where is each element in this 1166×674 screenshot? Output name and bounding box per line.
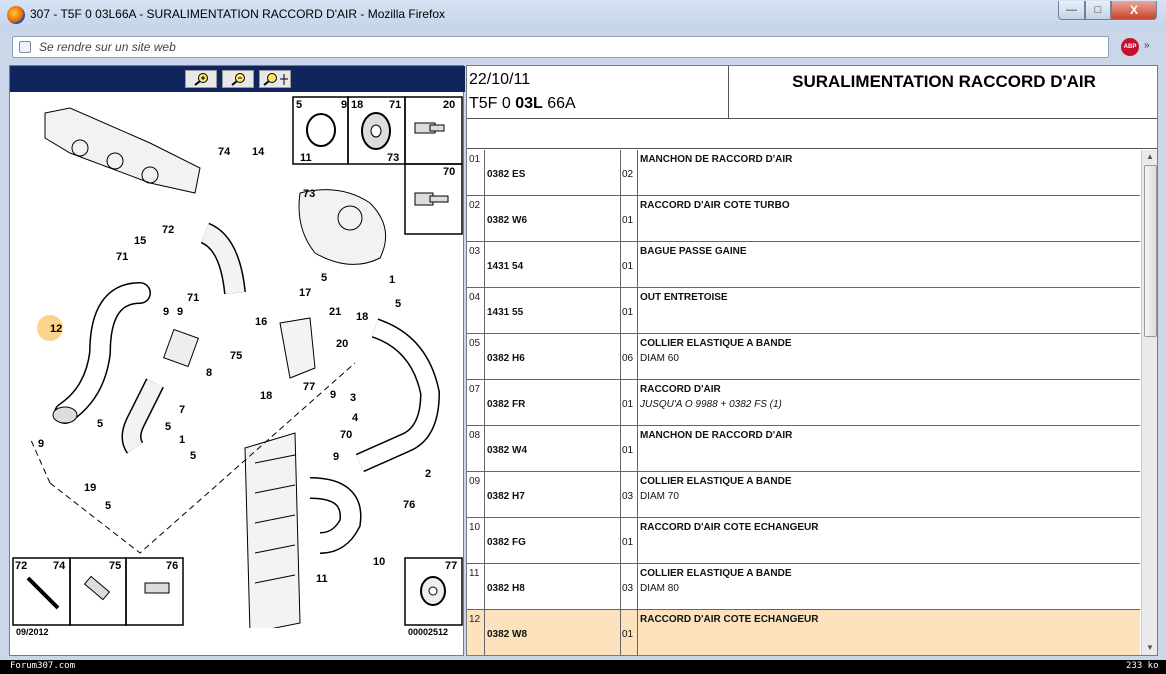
part-reference: 0382 W8 (487, 629, 528, 640)
page-title: SURALIMENTATION RACCORD D'AIR (792, 72, 1096, 91)
callout-label[interactable]: 73 (303, 188, 316, 200)
inset-label: 74 (53, 560, 66, 572)
callout-label[interactable]: 20 (336, 338, 349, 350)
column-divider (637, 242, 638, 288)
callout-label[interactable]: 2 (425, 468, 432, 480)
row-number: 11 (469, 568, 480, 579)
scroll-thumb[interactable] (1144, 165, 1157, 337)
column-divider (484, 518, 485, 564)
column-divider (484, 426, 485, 472)
part-name: MANCHON DE RACCORD D'AIR (640, 430, 793, 441)
column-divider (637, 564, 638, 610)
status-bar (0, 660, 1166, 674)
row-number: 07 (469, 384, 481, 395)
column-divider (637, 610, 638, 656)
inset-label: 73 (387, 152, 400, 164)
row-number: 01 (469, 154, 481, 165)
callout-label[interactable]: 4 (352, 412, 359, 424)
inset-label: 70 (443, 166, 456, 178)
title-bar (0, 0, 1166, 30)
inset-label: 72 (15, 560, 28, 572)
column-divider (484, 472, 485, 518)
inset-label: 18 (351, 99, 364, 111)
firefox-icon (7, 6, 25, 24)
callout-label[interactable]: 1 (389, 274, 396, 286)
zoom-out-button[interactable] (222, 70, 254, 88)
chevron-right-icon[interactable]: » (1144, 40, 1150, 51)
status-right: 233 ko (1126, 661, 1159, 671)
callout-label[interactable]: 5 (105, 500, 112, 512)
callout-label[interactable]: 75 (230, 350, 243, 362)
window-title: 307 - T5F 0 03L66A - SURALIMENTATION RACCORD D'AIR - Mozilla Firefox (30, 7, 446, 21)
callout-label[interactable]: 16 (255, 316, 268, 328)
inset-label: 75 (109, 560, 122, 572)
part-quantity: 01 (622, 537, 634, 548)
column-divider (637, 380, 638, 426)
callout-label[interactable]: 9 (38, 438, 45, 450)
maximize-button[interactable]: □ (1085, 1, 1111, 20)
row-number: 09 (469, 476, 481, 487)
part-quantity: 01 (622, 399, 634, 410)
scrollbar[interactable] (1141, 150, 1158, 656)
row-number: 04 (469, 292, 481, 303)
row-number: 03 (469, 246, 481, 257)
column-divider (484, 150, 485, 196)
column-divider (484, 564, 485, 610)
column-divider (620, 380, 621, 426)
column-divider (484, 242, 485, 288)
table-row[interactable] (467, 242, 1140, 288)
column-divider (637, 150, 638, 196)
column-divider (637, 196, 638, 242)
part-quantity: 01 (622, 307, 634, 318)
callout-label[interactable]: 5 (97, 418, 104, 430)
header-info (467, 66, 729, 118)
column-divider (620, 426, 621, 472)
inset-label: 76 (166, 560, 179, 572)
part-name: OUT ENTRETOISE (640, 292, 728, 303)
zoom-out-icon (227, 72, 249, 86)
minimize-button[interactable]: — (1058, 1, 1085, 20)
column-divider (620, 610, 621, 656)
column-divider (637, 426, 638, 472)
table-row[interactable] (467, 150, 1140, 196)
callout-label[interactable]: 8 (206, 367, 213, 379)
table-row[interactable] (467, 380, 1140, 426)
divider (467, 148, 1158, 149)
part-name: COLLIER ELASTIQUE A BANDE (640, 338, 792, 349)
inset-label: 77 (445, 560, 458, 572)
close-button[interactable]: X (1111, 1, 1157, 20)
column-divider (484, 610, 485, 656)
part-quantity: 01 (622, 629, 634, 640)
inset-label: 20 (443, 99, 456, 111)
callout-label[interactable]: 70 (340, 429, 353, 441)
part-name: RACCORD D'AIR COTE TURBO (640, 200, 790, 211)
part-note: DIAM 70 (640, 491, 679, 502)
url-bar[interactable] (12, 36, 1109, 58)
table-row[interactable] (467, 610, 1140, 656)
callout-label[interactable]: 18 (260, 390, 273, 402)
callout-label[interactable]: 5 (395, 298, 402, 310)
inset-label: 9 (341, 99, 348, 111)
part-name: BAGUE PASSE GAINE (640, 246, 747, 257)
column-divider (484, 334, 485, 380)
inset-label: 5 (296, 99, 303, 111)
part-reference: 0382 W6 (487, 215, 528, 226)
part-quantity: 03 (622, 491, 634, 502)
column-divider (637, 472, 638, 518)
diagram-reference: 00002512 (408, 627, 449, 637)
part-reference: 0382 FR (487, 399, 526, 410)
part-quantity: 01 (622, 445, 634, 456)
callout-label[interactable]: 21 (329, 306, 342, 318)
url-placeholder[interactable]: Se rendre sur un site web (39, 40, 176, 54)
callout-label[interactable]: 1 (179, 434, 186, 446)
callout-label[interactable]: 5 (165, 421, 172, 433)
column-divider (620, 242, 621, 288)
column-divider (620, 288, 621, 334)
zoom-toolbar (10, 66, 465, 92)
callout-label[interactable]: 15 (134, 235, 147, 247)
part-name: RACCORD D'AIR (640, 384, 721, 395)
callout-label[interactable]: 9 (163, 306, 170, 318)
code-prefix: T5F 0 (469, 95, 516, 112)
code-suffix: 66A (542, 95, 576, 112)
table-row[interactable] (467, 564, 1140, 610)
table-row[interactable] (467, 472, 1140, 518)
part-reference: 0382 ES (487, 169, 526, 180)
part-name: COLLIER ELASTIQUE A BANDE (640, 568, 792, 579)
callout-label[interactable]: 72 (162, 224, 175, 236)
column-divider (484, 288, 485, 334)
row-number: 02 (469, 200, 481, 211)
zoom-pan-icon (262, 72, 288, 86)
part-note: DIAM 80 (640, 583, 679, 594)
diagram-date: 09/2012 (16, 627, 49, 637)
callout-label[interactable]: 11 (316, 573, 328, 585)
status-left: Forum307.com (10, 661, 76, 671)
part-note: DIAM 60 (640, 353, 679, 364)
table-row[interactable] (467, 334, 1140, 380)
part-quantity: 01 (622, 215, 634, 226)
column-divider (484, 196, 485, 242)
inset-label: 71 (389, 99, 402, 111)
header-code (469, 95, 576, 113)
column-divider (620, 564, 621, 610)
callout-label[interactable]: 7 (179, 404, 186, 416)
callout-label[interactable]: 17 (299, 287, 312, 299)
scroll-down-icon[interactable]: ▼ (1146, 643, 1154, 652)
row-number: 12 (469, 614, 481, 625)
column-divider (620, 334, 621, 380)
header-date: 22/10/11 (469, 71, 531, 88)
callout-label[interactable]: 18 (356, 311, 369, 323)
column-divider (637, 288, 638, 334)
row-number: 05 (469, 338, 481, 349)
callout-label[interactable]: 74 (218, 146, 231, 158)
page-icon (19, 41, 31, 53)
callout-label[interactable]: 9 (177, 306, 184, 318)
adblock-icon[interactable]: ABP (1121, 38, 1139, 56)
parts-pane (466, 65, 1158, 656)
table-row[interactable] (467, 288, 1140, 334)
column-divider (637, 518, 638, 564)
callout-label[interactable]: 9 (330, 389, 337, 401)
row-number: 08 (469, 430, 481, 441)
callout-label[interactable]: 14 (252, 146, 265, 158)
part-reference: 0382 W4 (487, 445, 528, 456)
column-divider (484, 380, 485, 426)
part-name: RACCORD D'AIR COTE ECHANGEUR (640, 522, 819, 533)
column-divider (620, 150, 621, 196)
column-divider (620, 196, 621, 242)
table-row[interactable] (467, 518, 1140, 564)
callout-label[interactable]: 77 (303, 381, 316, 393)
inset-label: 11 (300, 152, 312, 164)
column-divider (620, 472, 621, 518)
parts-table (467, 150, 1140, 656)
part-reference: 0382 H8 (487, 583, 525, 594)
part-quantity: 01 (622, 261, 634, 272)
part-reference: 1431 55 (487, 307, 524, 318)
scroll-up-icon[interactable]: ▲ (1146, 152, 1154, 161)
column-divider (620, 518, 621, 564)
part-name: RACCORD D'AIR COTE ECHANGEUR (640, 614, 819, 625)
part-reference: 0382 FG (487, 537, 526, 548)
part-quantity: 06 (622, 353, 634, 364)
zoom-pan-button[interactable] (259, 70, 291, 88)
part-reference: 1431 54 (487, 261, 524, 272)
diagram-pane (9, 65, 464, 656)
row-number: 10 (469, 522, 481, 533)
callout-label[interactable]: 71 (116, 251, 129, 263)
callout-label[interactable]: 3 (350, 392, 357, 404)
callout-label[interactable]: 9 (333, 451, 340, 463)
callout-label[interactable]: 5 (321, 272, 328, 284)
zoom-in-icon (190, 72, 212, 86)
part-quantity: 02 (622, 169, 634, 180)
column-divider (637, 334, 638, 380)
divider (467, 118, 1158, 119)
callout-label[interactable]: 12 (50, 323, 63, 335)
callout-label[interactable]: 5 (190, 450, 197, 462)
part-reference: 0382 H6 (487, 353, 525, 364)
exploded-diagram (10, 93, 465, 628)
callout-label[interactable]: 76 (403, 499, 416, 511)
part-quantity: 03 (622, 583, 634, 594)
table-row[interactable] (467, 196, 1140, 242)
part-reference: 0382 H7 (487, 491, 525, 502)
part-name: COLLIER ELASTIQUE A BANDE (640, 476, 792, 487)
callout-label[interactable]: 71 (187, 292, 200, 304)
part-note: JUSQU'A O 9988 + 0382 FS (1) (640, 399, 782, 410)
table-row[interactable] (467, 426, 1140, 472)
code-bold: 03L (515, 95, 543, 112)
zoom-in-button[interactable] (185, 70, 217, 88)
callout-label[interactable]: 10 (373, 556, 386, 568)
callout-label[interactable]: 19 (84, 482, 97, 494)
part-name: MANCHON DE RACCORD D'AIR (640, 154, 793, 165)
